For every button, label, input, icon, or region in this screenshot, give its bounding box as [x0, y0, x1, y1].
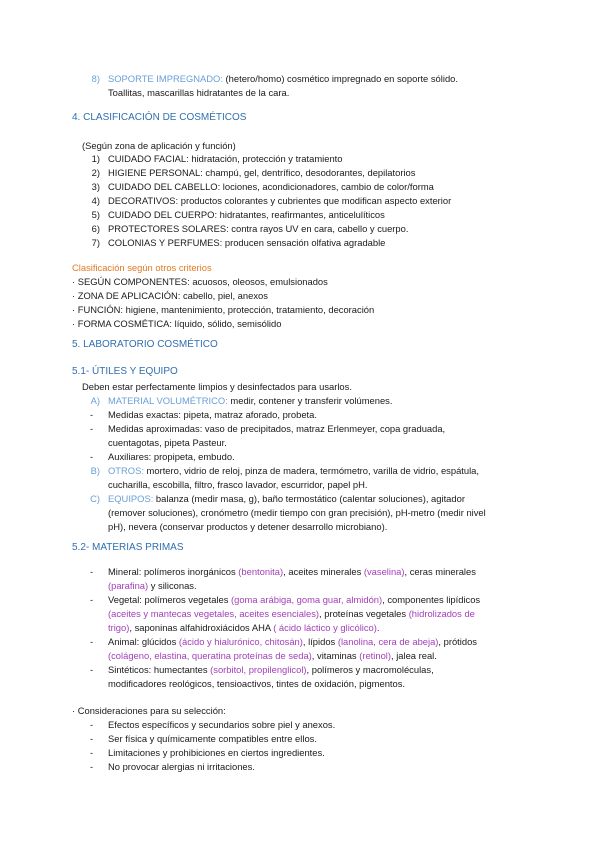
list-item-material-volumetrico: MATERIAL VOLUMÉTRICO: medir, contener y transferir volúmenes. [108, 395, 393, 406]
dash-bullet: - [90, 747, 94, 758]
criteria-item: · ZONA DE APLICACIÓN: cabello, piel, anexos [72, 290, 268, 301]
consideration-item: Ser física y químicamente compatibles entre ellos. [108, 733, 317, 744]
list-item-continued: pH), nevera (conservar productos y detener desarrollo microbiano). [108, 521, 388, 532]
raw-material-vegetal-continued: (aceites y mantecas vegetales, aceites esenciales), proteínas vegetales (hidrolizados de [108, 608, 475, 619]
criteria-item: · FORMA COSMÉTICA: líquido, sólido, semisólido [72, 318, 282, 329]
list-item-otros: OTROS: mortero, vidrio de reloj, pinza de madera, termómetro, varilla de vidrio, espátula, [108, 465, 479, 476]
dash-bullet: - [90, 409, 94, 420]
raw-material-vegetal-continued: trigo), saponinas alfahidroxiácidos AHA ( ácido láctico y glicólico). [108, 622, 380, 633]
considerations-heading: · Consideraciones para su selección: [72, 705, 226, 716]
consideration-item: Efectos específicos y secundarios sobre piel y anexos. [108, 719, 336, 730]
dash-bullet: - [90, 733, 94, 744]
list-marker: 1) [91, 153, 100, 164]
list-item-equipos: EQUIPOS: balanza (medir masa, g), baño termostático (calentar soluciones), agitador [108, 493, 465, 504]
list-marker: 7) [91, 237, 100, 248]
raw-material-mineral-continued: (parafina) y siliconas. [108, 580, 197, 591]
list-marker: 8) [91, 73, 100, 84]
list-marker: 5) [91, 209, 100, 220]
dash-bullet: - [90, 636, 94, 647]
section-heading-4: 4. CLASIFICACIÓN DE COSMÉTICOS [72, 112, 247, 123]
list-marker: A) [90, 395, 100, 406]
subsection-intro: Deben estar perfectamente limpios y desinfectados para usarlos. [82, 381, 352, 392]
list-item: Medidas exactas: pipeta, matraz aforado, probeta. [108, 409, 317, 420]
list-marker: B) [90, 465, 100, 476]
criteria-item: · SEGÚN COMPONENTES: acuosos, oleosos, emulsionados [72, 276, 328, 287]
subsection-heading-5-2: 5.2- MATERIAS PRIMAS [72, 542, 184, 553]
list-item-continued: cuentagotas, pipeta Pasteur. [108, 437, 227, 448]
list-item: CUIDADO DEL CABELLO: lociones, acondicionadores, cambio de color/forma [108, 181, 434, 192]
raw-material-vegetal: Vegetal: polímeros vegetales (goma arábiga, goma guar, almidón), componentes lipídicos [108, 594, 481, 605]
list-item-text: SOPORTE IMPREGNADO: (hetero/homo) cosmético impregnado en soporte sólido. [108, 73, 458, 84]
consideration-item: No provocar alergias ni irritaciones. [108, 761, 255, 772]
list-item: CUIDADO FACIAL: hidratación, protección y tratamiento [108, 153, 343, 164]
raw-material-animal: Animal: glúcidos (ácido y hialurónico, chitosán), lípidos (lanolina, cera de abeja), prótidos [108, 636, 477, 647]
dash-bullet: - [90, 664, 94, 675]
list-item-continued: (remover soluciones), cronómetro (medir tiempo con gran precisión), pH-metro (medir nivel [108, 507, 486, 518]
list-item-text-continued: Toallitas, mascarillas hidratantes de la cara. [108, 87, 290, 98]
raw-material-sinteticos: Sintéticos: humectantes (sorbitol, propilenglicol), polímeros y macromoléculas, [108, 664, 434, 675]
list-marker: C) [90, 493, 100, 504]
list-item: Auxiliares: propipeta, embudo. [108, 451, 235, 462]
dash-bullet: - [90, 761, 94, 772]
list-item: HIGIENE PERSONAL: champú, gel, dentrífico, desodorantes, depilatorios [108, 167, 416, 178]
list-marker: 4) [91, 195, 100, 206]
dash-bullet: - [90, 594, 94, 605]
list-item: DECORATIVOS: productos colorantes y cubrientes que modifican aspecto exterior [108, 195, 452, 206]
dash-bullet: - [90, 566, 94, 577]
raw-material-mineral: Mineral: polímeros inorgánicos (bentonita), aceites minerales (vaselina), ceras minerales [108, 566, 476, 577]
criteria-item: · FUNCIÓN: higiene, mantenimiento, protección, tratamiento, decoración [72, 304, 375, 315]
list-item: COLONIAS Y PERFUMES: producen sensación olfativa agradable [108, 237, 386, 248]
subsection-heading-5-1: 5.1- ÚTILES Y EQUIPO [72, 366, 178, 377]
raw-material-sinteticos-continued: modificadores reológicos, tensioactivos, tintes de oxidación, pigmentos. [108, 678, 406, 689]
dash-bullet: - [90, 451, 94, 462]
list-marker: 3) [91, 181, 100, 192]
list-item: PROTECTORES SOLARES: contra rayos UV en cara, cabello y cuerpo. [108, 223, 409, 234]
list-marker: 6) [91, 223, 100, 234]
consideration-item: Limitaciones y prohibiciones en ciertos ingredientes. [108, 747, 325, 758]
list-item-continued: cucharilla, escobilla, filtro, frasco lavador, escurridor, papel pH. [108, 479, 368, 490]
raw-material-animal-continued: (colágeno, elastina, queratina proteínas de seda), vitaminas (retinol), jalea real. [108, 650, 437, 661]
section-heading-5: 5. LABORATORIO COSMÉTICO [72, 339, 218, 350]
dash-bullet: - [90, 719, 94, 730]
dash-bullet: - [90, 423, 94, 434]
list-item: Medidas aproximadas: vaso de precipitados, matraz Erlenmeyer, copa graduada, [108, 423, 446, 434]
subheading-other-criteria: Clasificación según otros criterios [72, 262, 212, 273]
section-intro: (Según zona de aplicación y función) [82, 140, 236, 151]
list-marker: 2) [91, 167, 100, 178]
list-item: CUIDADO DEL CUERPO: hidratantes, reafirmantes, anticelulíticos [108, 209, 385, 220]
